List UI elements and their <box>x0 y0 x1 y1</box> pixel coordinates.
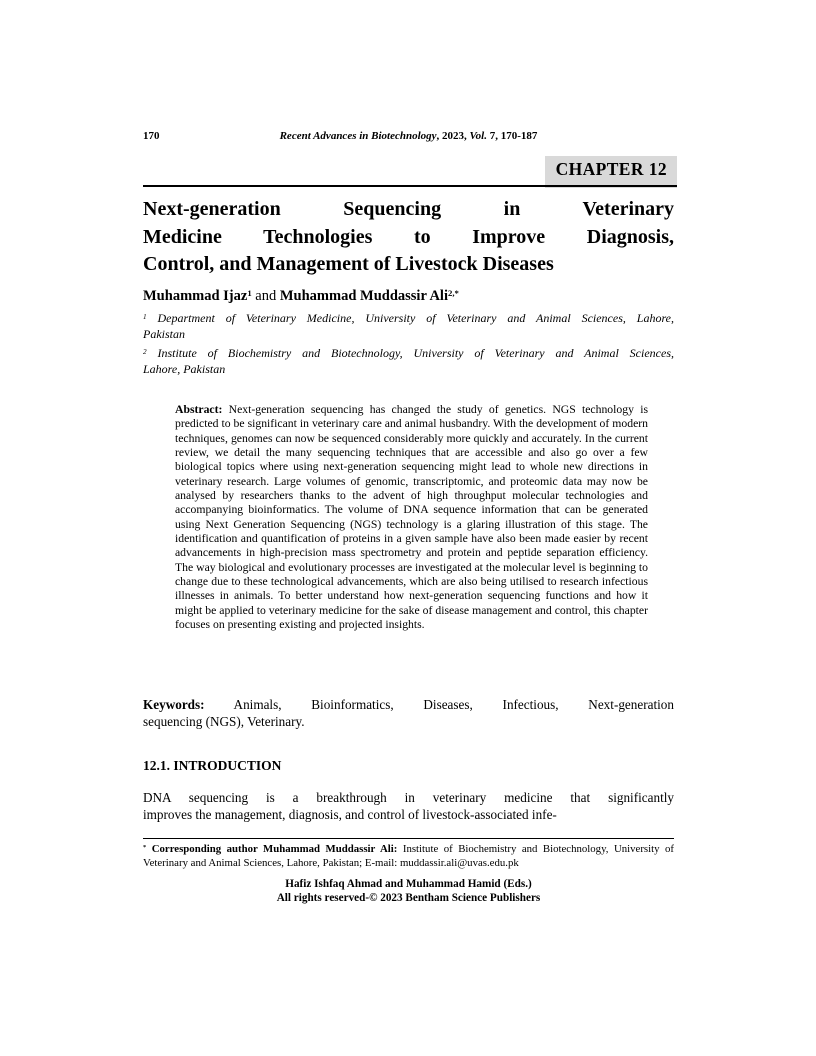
publisher-imprint <box>143 878 674 906</box>
footnote-line1-text: Institute of Biochemistry and Biotechnology, University of <box>397 843 674 855</box>
copyright-line: All rights reserved-© 2023 Bentham Science Publishers <box>276 891 541 904</box>
chapter-badge: CHAPTER 12 <box>545 156 677 188</box>
footnote-rule <box>143 838 674 839</box>
author-1: Muhammad Ijaz <box>143 288 248 304</box>
affiliation-2-marker: 2 <box>143 347 147 356</box>
affiliation-2-text: Institute of Biochemistry and Biotechnology, University of Veterinary and Animal Sciences, <box>146 346 674 360</box>
running-title-vol: Vol. <box>469 130 490 142</box>
keywords-label: Keywords: <box>143 697 205 712</box>
affiliation-2 <box>143 346 674 377</box>
running-title <box>143 130 674 142</box>
keywords-line1-text: Animals, Bioinformatics, Diseases, Infectious, Next-generation <box>204 697 674 712</box>
editors-line: Hafiz Ishfaq Ahmad and Muhammad Hamid (Eds.) <box>285 878 532 890</box>
chapter-title <box>143 196 674 279</box>
intro-paragraph <box>143 789 674 823</box>
chapter-title-line1: Next-generation Sequencing in Veterinary <box>143 198 674 220</box>
text-column <box>143 0 674 1056</box>
footnote-marker: * <box>143 844 147 852</box>
section-heading: 12.1. INTRODUCTION <box>143 758 282 773</box>
running-title-year: , 2023, <box>436 130 470 142</box>
running-title-journal: Recent Advances in Biotechnology <box>279 130 437 142</box>
keywords-line1 <box>143 696 674 713</box>
corresponding-author-footnote <box>143 842 674 870</box>
intro-paragraph-line1: DNA sequencing is a breakthrough in veterinary medicine that significantly <box>143 790 674 805</box>
author-2: Muhammad Muddassir Ali <box>279 288 448 304</box>
author-line <box>143 288 674 305</box>
affiliation-1-text: Department of Veterinary Medicine, University of Veterinary and Animal Sciences, Lahore, <box>146 311 674 325</box>
affiliation-2-line2: Lahore, Pakistan <box>143 361 226 376</box>
abstract-text: Next-generation sequencing has changed the study of genetics. NGS technology is predicted to be significant in veterinary care and animal husbandry. With the development of modern techniques, genomes can now be sequenced considerably more quickly and accurately. In the current review, we detail the many sequencing techniques that are accessible and also go over a few biological topics where using next-generation sequencing might lead to whole new directions in veterinary research. Large volumes of genomic, transcriptomic, and proteomic data may now be analysed by researchers thanks to the advent of high throughput molecular technologies and accompanying bioinformatics. The volume of DNA sequence information that can be generated using Next Generation Sequencing (NGS) technology is a glaring illustration of this stage. The identification and quantification of proteins in a given sample have also been made easier by recent advancements in high-precision mass spectrometry and protein and peptide separation efficiency. The way biological and evolutionary processes are investigated at the molecular level is beginning to change due to these technological advancements, which are also being utilised to research infectious illnesses in animals. To better understand how next-generation sequencing functions and how it might be applied to veterinary medicine for the sake of disease management and control, this chapter focuses on presenting existing and projected insights. <box>175 403 648 632</box>
affiliation-1-line1 <box>143 311 674 327</box>
affiliation-2-line1 <box>143 346 674 362</box>
abstract-label: Abstract: <box>175 403 223 416</box>
chapter-title-line2: Medicine Technologies to Improve Diagnosis, <box>143 225 674 248</box>
keywords <box>143 696 674 730</box>
chapter-title-line3: Control, and Management of Livestock Diseases <box>143 253 554 276</box>
keywords-line2: sequencing (NGS), Veterinary. <box>143 714 305 729</box>
affiliation-1-marker: 1 <box>143 312 147 321</box>
abstract <box>175 403 648 633</box>
intro-paragraph-line2: improves the management, diagnosis, and control of livestock-associated infe- <box>143 807 557 822</box>
footnote-line1 <box>143 842 674 856</box>
footnote-label: Corresponding author Muhammad Muddassir Ali: <box>146 843 398 855</box>
page-header <box>143 130 674 146</box>
author-1-superscript: 1 <box>247 288 252 299</box>
author-2-superscript: 2,* <box>448 288 459 299</box>
affiliation-1-line2: Pakistan <box>143 326 185 341</box>
running-title-pages: 7, 170-187 <box>489 130 538 142</box>
page-number: 170 <box>143 130 160 142</box>
author-connector: and <box>251 288 280 304</box>
chapter-rule <box>143 185 677 187</box>
footnote-line2: Veterinary and Animal Sciences, Lahore, Pakistan; E-mail: muddassir.ali@uvas.edu.pk <box>143 857 519 869</box>
affiliation-1 <box>143 311 674 342</box>
